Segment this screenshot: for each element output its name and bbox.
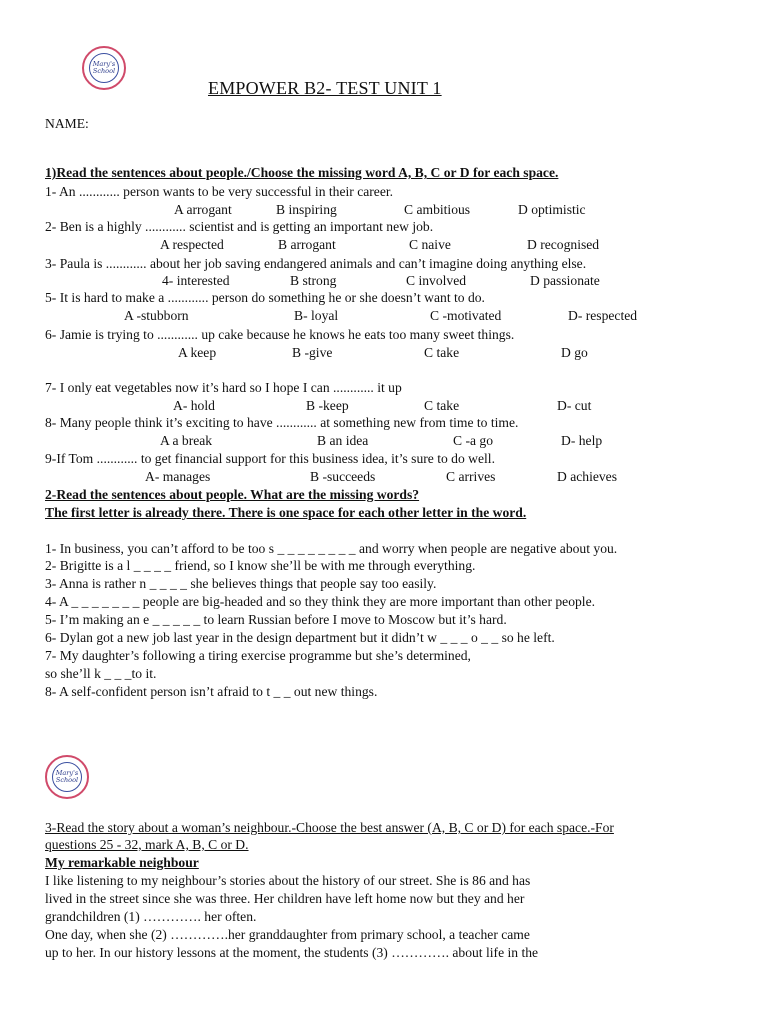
section2-line-6: 6- Dylan got a new job last year in the design department but it didn’t w _ _ _ o _ _ so he left. bbox=[45, 630, 555, 645]
story-line-3: grandchildren (1) …………. her often. bbox=[45, 909, 257, 924]
story-line-4: One day, when she (2) ………….her granddaughter from primary school, a teacher came bbox=[45, 927, 530, 942]
q3-option-d: D passionate bbox=[530, 273, 600, 288]
page-title: EMPOWER B2- TEST UNIT 1 bbox=[208, 78, 442, 98]
story-line-1: I like listening to my neighbour’s stories about the history of our street. She is 86 and has bbox=[45, 873, 531, 888]
q6-option-c: C take bbox=[424, 345, 460, 360]
section3-heading-cont: questions 25 - 32, mark A, B, C or D. bbox=[45, 837, 249, 852]
section2-line-1: 1- In business, you can’t afford to be too s _ _ _ _ _ _ _ _ and worry when people are negative about you. bbox=[45, 541, 618, 556]
school-logo-name: Mary's School bbox=[92, 60, 116, 75]
q7-option-a: A- hold bbox=[173, 398, 215, 413]
q1-option-d: D optimistic bbox=[518, 202, 586, 217]
q1-option-b: B inspiring bbox=[276, 202, 337, 217]
question-9: 9-If Tom ............ to get financial support for this business idea, it’s sure to do well. bbox=[45, 451, 495, 466]
q5-option-c: C -motivated bbox=[430, 308, 502, 323]
school-logo-icon bbox=[82, 46, 126, 90]
story-title: My remarkable neighbour bbox=[45, 855, 199, 870]
q2-option-b: B arrogant bbox=[278, 237, 336, 252]
q3-option-b: B strong bbox=[290, 273, 337, 288]
question-1: 1- An ............ person wants to be very successful in their career. bbox=[45, 184, 394, 199]
q7-option-d: D- cut bbox=[557, 398, 592, 413]
q6-option-b: B -give bbox=[292, 345, 333, 360]
section2-line-7: 7- My daughter’s following a tiring exercise programme but she’s determined, bbox=[45, 648, 471, 663]
q3-option-a: 4- interested bbox=[162, 273, 230, 288]
question-3: 3- Paula is ............ about her job saving endangered animals and can’t imagine doing anything else. bbox=[45, 256, 587, 271]
section2-line-2: 2- Brigitte is a l _ _ _ _ friend, so I know she’ll be with me through everything. bbox=[45, 558, 476, 573]
section2-heading: 2-Read the sentences about people. What are the missing words? bbox=[45, 487, 420, 502]
section3-heading: 3-Read the story about a woman’s neighbour.-Choose the best answer (A, B, C or D) for each space.-For bbox=[45, 820, 614, 835]
q1-option-c: C ambitious bbox=[404, 202, 471, 217]
section2-line-7b: so she’ll k _ _ _to it. bbox=[45, 666, 157, 681]
q3-option-c: C involved bbox=[406, 273, 467, 288]
q5-option-b: B- loyal bbox=[294, 308, 339, 323]
question-6: 6- Jamie is trying to ............ up cake because he knows he eats too many sweet things. bbox=[45, 327, 515, 342]
section2-line-4: 4- A _ _ _ _ _ _ _ people are big-headed and so they think they are more important than other people. bbox=[45, 594, 596, 609]
q6-option-d: D go bbox=[561, 345, 588, 360]
q2-option-d: D recognised bbox=[527, 237, 600, 252]
q8-option-c: C -a go bbox=[453, 433, 494, 448]
question-8: 8- Many people think it’s exciting to have ............ at something new from time to time. bbox=[45, 415, 519, 430]
section1-heading: 1)Read the sentences about people./Choose the missing word A, B, C or D for each space. bbox=[45, 165, 559, 180]
section2-line-5: 5- I’m making an e _ _ _ _ _ to learn Russian before I move to Moscow but it’s hard. bbox=[45, 612, 507, 627]
school-logo-name-2: Mary's School bbox=[55, 769, 79, 784]
q8-option-d: D- help bbox=[561, 433, 603, 448]
question-5: 5- It is hard to make a ............ person do something he or she doesn’t want to do. bbox=[45, 290, 485, 305]
q5-option-a: A -stubborn bbox=[124, 308, 189, 323]
q9-option-b: B -succeeds bbox=[310, 469, 376, 484]
name-label: NAME: bbox=[45, 116, 89, 131]
q7-option-c: C take bbox=[424, 398, 460, 413]
q9-option-c: C arrives bbox=[446, 469, 496, 484]
question-2: 2- Ben is a highly ............ scientist and is getting an important new job. bbox=[45, 219, 434, 234]
story-line-5: up to her. In our history lessons at the moment, the students (3) …………. about life in the bbox=[45, 945, 539, 960]
question-7: 7- I only eat vegetables now it’s hard so I hope I can ............ it up bbox=[45, 380, 402, 395]
q2-option-c: C naive bbox=[409, 237, 451, 252]
q5-option-d: D- respected bbox=[568, 308, 638, 323]
section2-line-8: 8- A self-confident person isn’t afraid to t _ _ out new things. bbox=[45, 684, 378, 699]
q9-option-d: D achieves bbox=[557, 469, 618, 484]
q1-option-a: A arrogant bbox=[174, 202, 232, 217]
section2-subheading: The first letter is already there. There is one space for each other letter in the word. bbox=[45, 505, 527, 520]
q8-option-a: A a break bbox=[160, 433, 213, 448]
story-line-2: lived in the street since she was three. Her children have left home now but they and her bbox=[45, 891, 525, 906]
q2-option-a: A respected bbox=[160, 237, 224, 252]
q7-option-b: B -keep bbox=[306, 398, 349, 413]
q9-option-a: A- manages bbox=[145, 469, 211, 484]
q8-option-b: B an idea bbox=[317, 433, 369, 448]
q6-option-a: A keep bbox=[178, 345, 217, 360]
section2-line-3: 3- Anna is rather n _ _ _ _ she believes things that people say too easily. bbox=[45, 576, 437, 591]
school-logo-icon-2 bbox=[45, 755, 89, 799]
